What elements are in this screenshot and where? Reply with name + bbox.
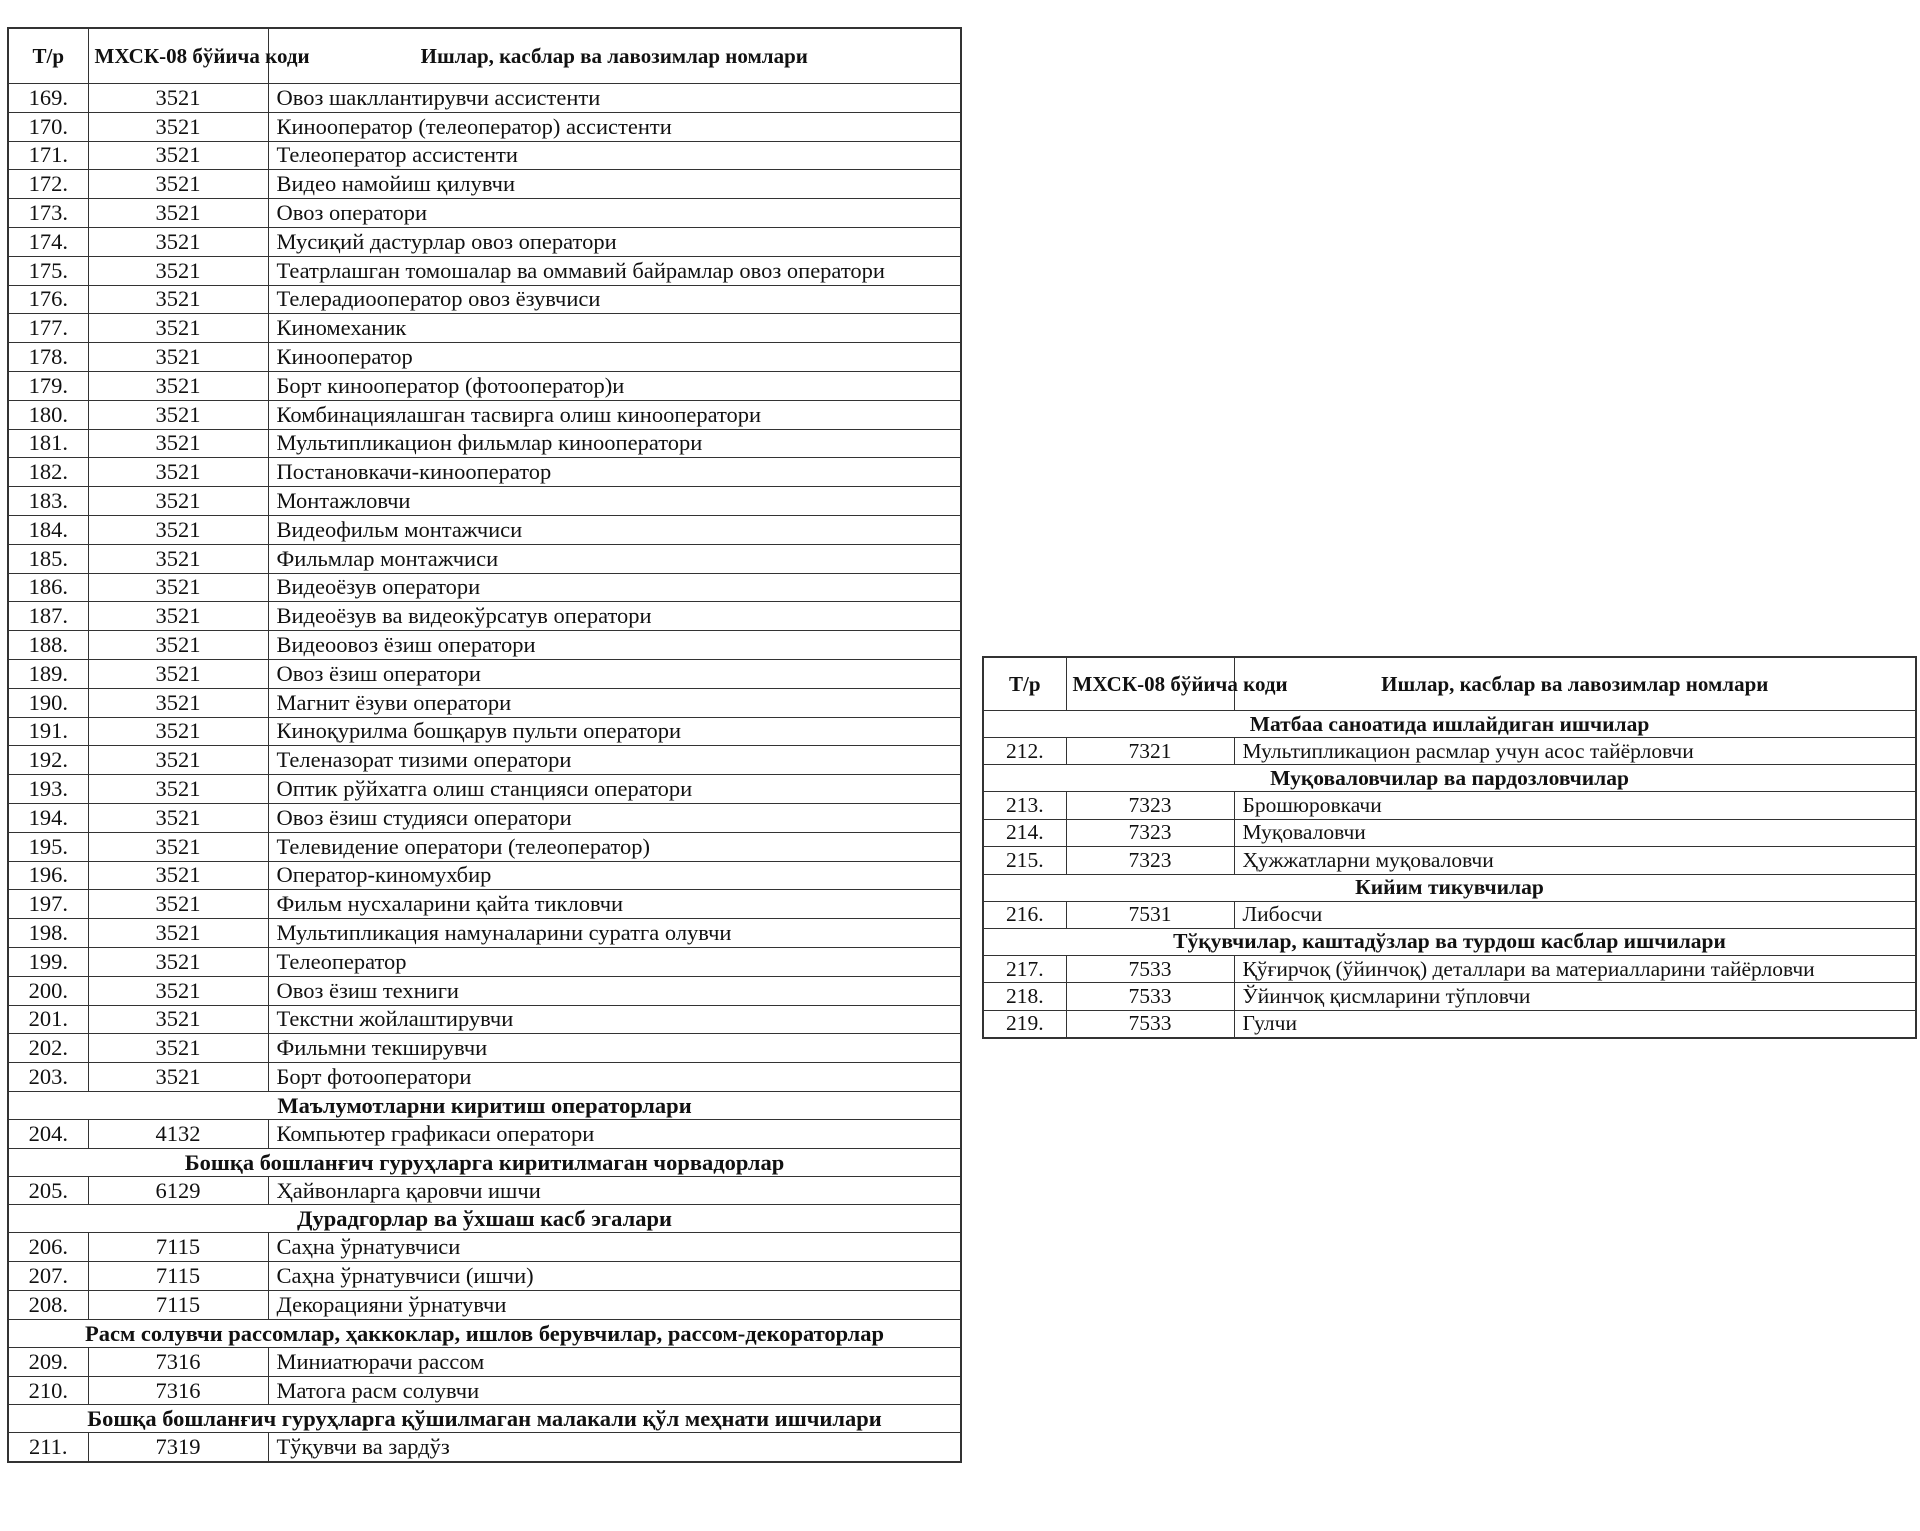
row-code: 7533 (1066, 983, 1234, 1010)
row-name: Саҳна ўрнатувчиси (268, 1233, 961, 1262)
row-code: 3521 (88, 1063, 268, 1092)
section-row (8, 1148, 961, 1176)
row-code: 3521 (88, 717, 268, 746)
table-row (8, 371, 961, 400)
header-name: Ишлар, касблар ва лавозимлар номлари (1234, 657, 1916, 711)
row-code: 3521 (88, 688, 268, 717)
section-row (983, 874, 1916, 901)
row-code: 7323 (1066, 792, 1234, 819)
table-row (8, 717, 961, 746)
row-code: 3521 (88, 256, 268, 285)
row-name: Видеоёзув ва видеокўрсатув оператори (268, 602, 961, 631)
row-number: 178. (8, 343, 88, 372)
row-code: 3521 (88, 861, 268, 890)
row-code: 3521 (88, 314, 268, 343)
row-number: 176. (8, 285, 88, 314)
section-row (8, 1091, 961, 1119)
table-row (983, 901, 1916, 928)
table-row (8, 141, 961, 170)
row-code: 3521 (88, 573, 268, 602)
row-number: 212. (983, 738, 1066, 765)
table-row (983, 983, 1916, 1010)
table-row (8, 544, 961, 573)
table-row (8, 1433, 961, 1462)
row-name: Фильм нусхаларини қайта тикловчи (268, 890, 961, 919)
row-number: 189. (8, 659, 88, 688)
table-row (8, 515, 961, 544)
row-code: 3521 (88, 112, 268, 141)
row-name: Оператор-киномухбир (268, 861, 961, 890)
row-name: Телеоператор (268, 947, 961, 976)
section-row (8, 1405, 961, 1433)
row-code: 3521 (88, 832, 268, 861)
row-code: 7323 (1066, 847, 1234, 874)
row-name: Киноқурилма бошқарув пульти оператори (268, 717, 961, 746)
row-code: 3521 (88, 631, 268, 660)
row-code: 6129 (88, 1176, 268, 1205)
row-code: 7319 (88, 1433, 268, 1462)
row-code: 3521 (88, 285, 268, 314)
row-code: 4132 (88, 1119, 268, 1148)
row-name: Овоз ёзиш оператори (268, 659, 961, 688)
row-name: Ўйинчоқ қисмларини тўпловчи (1234, 983, 1916, 1010)
row-number: 204. (8, 1119, 88, 1148)
table-row (8, 170, 961, 199)
row-number: 203. (8, 1063, 88, 1092)
table-row (8, 1005, 961, 1034)
right-table-body (983, 711, 1916, 1039)
row-code: 3521 (88, 170, 268, 199)
row-code: 3521 (88, 746, 268, 775)
row-number: 197. (8, 890, 88, 919)
row-code: 3521 (88, 890, 268, 919)
row-number: 173. (8, 199, 88, 228)
table-row (8, 890, 961, 919)
table-row (983, 738, 1916, 765)
row-name: Муқоваловчи (1234, 819, 1916, 846)
table-row (8, 199, 961, 228)
row-name: Ҳужжатларни муқоваловчи (1234, 847, 1916, 874)
row-name: Овоз шакллантирувчи ассистенти (268, 84, 961, 113)
row-number: 216. (983, 901, 1066, 928)
row-name: Миниатюрачи рассом (268, 1347, 961, 1376)
row-name: Телевидение оператори (телеоператор) (268, 832, 961, 861)
row-code: 3521 (88, 602, 268, 631)
row-code: 3521 (88, 227, 268, 256)
section-row (983, 765, 1916, 792)
row-code: 7533 (1066, 955, 1234, 982)
row-name: Театрлашган томошалар ва оммавий байрамлар овоз оператори (268, 256, 961, 285)
section-title: Дурадгорлар ва ўхшаш касб эгалари (8, 1205, 961, 1233)
row-name: Матога расм солувчи (268, 1376, 961, 1405)
table-row (8, 487, 961, 516)
table-row (8, 947, 961, 976)
header-number: Т/р (983, 657, 1066, 711)
table-row (8, 659, 961, 688)
row-number: 219. (983, 1010, 1066, 1038)
right-table (982, 656, 1917, 1039)
row-number: 211. (8, 1433, 88, 1462)
table-row (8, 688, 961, 717)
row-code: 3521 (88, 947, 268, 976)
table-row (8, 429, 961, 458)
table-row (8, 227, 961, 256)
table-row (8, 573, 961, 602)
table-row (8, 746, 961, 775)
row-name: Борт фотооператори (268, 1063, 961, 1092)
row-name: Видеоовоз ёзиш оператори (268, 631, 961, 660)
row-number: 191. (8, 717, 88, 746)
table-row (8, 458, 961, 487)
row-name: Комбинациялашган тасвирга олиш кинооператори (268, 400, 961, 429)
row-name: Кинооператор (телеоператор) ассистенти (268, 112, 961, 141)
row-number: 169. (8, 84, 88, 113)
row-number: 206. (8, 1233, 88, 1262)
row-name: Телерадиооператор овоз ёзувчиси (268, 285, 961, 314)
row-number: 217. (983, 955, 1066, 982)
row-name: Мультипликация намуналарини суратга олувчи (268, 919, 961, 948)
row-code: 3521 (88, 343, 268, 372)
row-code: 7115 (88, 1233, 268, 1262)
table-row (8, 976, 961, 1005)
row-name: Видео намойиш қилувчи (268, 170, 961, 199)
row-name: Мусиқий дастурлар овоз оператори (268, 227, 961, 256)
table-row (983, 955, 1916, 982)
table-row (8, 1376, 961, 1405)
table-row (8, 285, 961, 314)
row-name: Овоз ёзиш техниги (268, 976, 961, 1005)
table-row (8, 1233, 961, 1262)
row-number: 184. (8, 515, 88, 544)
table-row (8, 400, 961, 429)
row-number: 193. (8, 775, 88, 804)
section-title: Бошқа бошланғич гуруҳларга қўшилмаган малакали қўл меҳнати ишчилари (8, 1405, 961, 1433)
row-name: Мультипликацион расмлар учун асос тайёрловчи (1234, 738, 1916, 765)
section-row (8, 1205, 961, 1233)
row-name: Борт кинооператор (фотооператор)и (268, 371, 961, 400)
section-title: Муқоваловчилар ва пардозловчилар (983, 765, 1916, 792)
header-code: МХСК-08 бўйича коди (1066, 657, 1234, 711)
row-name: Қўғирчоқ (ўйинчоқ) деталлари ва материалларини тайёрловчи (1234, 955, 1916, 982)
row-name: Фильмлар монтажчиси (268, 544, 961, 573)
row-number: 177. (8, 314, 88, 343)
row-code: 7531 (1066, 901, 1234, 928)
row-name: Гулчи (1234, 1010, 1916, 1038)
row-number: 198. (8, 919, 88, 948)
table-row (983, 1010, 1916, 1038)
row-name: Телеоператор ассистенти (268, 141, 961, 170)
row-name: Либосчи (1234, 901, 1916, 928)
table-row (8, 1176, 961, 1205)
row-number: 195. (8, 832, 88, 861)
table-row (8, 832, 961, 861)
row-number: 190. (8, 688, 88, 717)
row-name: Брошюровкачи (1234, 792, 1916, 819)
row-name: Саҳна ўрнатувчиси (ишчи) (268, 1262, 961, 1291)
row-number: 192. (8, 746, 88, 775)
row-number: 170. (8, 112, 88, 141)
table-row (8, 631, 961, 660)
left-table (7, 27, 962, 1463)
table-row (8, 861, 961, 890)
row-code: 3521 (88, 84, 268, 113)
row-code: 3521 (88, 659, 268, 688)
row-name: Компьютер графикаси оператори (268, 1119, 961, 1148)
row-code: 3521 (88, 976, 268, 1005)
section-title: Маълумотларни киритиш операторлари (8, 1091, 961, 1119)
row-number: 183. (8, 487, 88, 516)
row-number: 188. (8, 631, 88, 660)
row-code: 3521 (88, 1005, 268, 1034)
row-number: 208. (8, 1291, 88, 1320)
row-number: 175. (8, 256, 88, 285)
row-number: 187. (8, 602, 88, 631)
row-name: Овоз оператори (268, 199, 961, 228)
row-number: 196. (8, 861, 88, 890)
section-row (983, 928, 1916, 955)
table-row (8, 1347, 961, 1376)
row-code: 3521 (88, 458, 268, 487)
table-row (8, 602, 961, 631)
row-number: 181. (8, 429, 88, 458)
section-title: Бошқа бошланғич гуруҳларга киритилмаган чорвадорлар (8, 1148, 961, 1176)
table-header (8, 28, 961, 84)
table-row (8, 256, 961, 285)
row-name: Тўқувчи ва зардўз (268, 1433, 961, 1462)
row-code: 3521 (88, 199, 268, 228)
table-row (8, 343, 961, 372)
row-number: 186. (8, 573, 88, 602)
row-code: 3521 (88, 803, 268, 832)
row-number: 180. (8, 400, 88, 429)
row-code: 7316 (88, 1376, 268, 1405)
row-code: 7115 (88, 1291, 268, 1320)
row-number: 210. (8, 1376, 88, 1405)
row-number: 199. (8, 947, 88, 976)
left-table-body (8, 84, 961, 1463)
row-code: 7115 (88, 1262, 268, 1291)
row-name: Киномеханик (268, 314, 961, 343)
row-number: 207. (8, 1262, 88, 1291)
row-code: 7321 (1066, 738, 1234, 765)
row-number: 194. (8, 803, 88, 832)
row-code: 3521 (88, 515, 268, 544)
row-name: Овоз ёзиш студияси оператори (268, 803, 961, 832)
table-row (983, 847, 1916, 874)
row-code: 3521 (88, 487, 268, 516)
row-name: Монтажловчи (268, 487, 961, 516)
row-number: 215. (983, 847, 1066, 874)
section-title: Матбаа саноатида ишлайдиган ишчилар (983, 711, 1916, 738)
table-row (8, 1119, 961, 1148)
header-number: Т/р (8, 28, 88, 84)
row-code: 7316 (88, 1347, 268, 1376)
row-number: 213. (983, 792, 1066, 819)
row-code: 3521 (88, 544, 268, 573)
row-code: 3521 (88, 919, 268, 948)
row-number: 185. (8, 544, 88, 573)
table-row (8, 112, 961, 141)
row-number: 201. (8, 1005, 88, 1034)
table-row (983, 792, 1916, 819)
section-title: Кийим тикувчилар (983, 874, 1916, 901)
row-name: Оптик рўйхатга олиш станцияси оператори (268, 775, 961, 804)
table-row (8, 1063, 961, 1092)
row-number: 171. (8, 141, 88, 170)
row-number: 200. (8, 976, 88, 1005)
row-name: Магнит ёзуви оператори (268, 688, 961, 717)
table-row (983, 819, 1916, 846)
row-number: 182. (8, 458, 88, 487)
table-row (8, 1291, 961, 1320)
row-code: 7533 (1066, 1010, 1234, 1038)
row-name: Мультипликацион фильмлар кинооператори (268, 429, 961, 458)
row-code: 3521 (88, 429, 268, 458)
row-name: Видеофильм монтажчиси (268, 515, 961, 544)
row-code: 3521 (88, 371, 268, 400)
table-row (8, 775, 961, 804)
row-name: Кинооператор (268, 343, 961, 372)
row-code: 7323 (1066, 819, 1234, 846)
row-number: 205. (8, 1176, 88, 1205)
table-row (8, 314, 961, 343)
row-number: 214. (983, 819, 1066, 846)
section-row (983, 711, 1916, 738)
row-name: Постановкачи-кинооператор (268, 458, 961, 487)
row-number: 174. (8, 227, 88, 256)
row-number: 172. (8, 170, 88, 199)
row-code: 3521 (88, 775, 268, 804)
row-name: Ҳайвонларга қаровчи ишчи (268, 1176, 961, 1205)
row-number: 209. (8, 1347, 88, 1376)
table-header (983, 657, 1916, 711)
row-number: 218. (983, 983, 1066, 1010)
row-code: 3521 (88, 1034, 268, 1063)
row-name: Декорацияни ўрнатувчи (268, 1291, 961, 1320)
row-number: 179. (8, 371, 88, 400)
section-title: Расм солувчи рассомлар, ҳаккоклар, ишлов берувчилар, рассом-декораторлар (8, 1319, 961, 1347)
table-row (8, 919, 961, 948)
table-row (8, 803, 961, 832)
row-code: 3521 (88, 400, 268, 429)
section-title: Тўқувчилар, каштадўзлар ва турдош касблар ишчилари (983, 928, 1916, 955)
row-code: 3521 (88, 141, 268, 170)
table-row (8, 1262, 961, 1291)
row-name: Теленазорат тизими оператори (268, 746, 961, 775)
table-row (8, 84, 961, 113)
row-name: Фильмни текширувчи (268, 1034, 961, 1063)
row-name: Текстни жойлаштирувчи (268, 1005, 961, 1034)
section-row (8, 1319, 961, 1347)
header-code: МХСК-08 бўйича коди (88, 28, 268, 84)
row-number: 202. (8, 1034, 88, 1063)
row-name: Видеоёзув оператори (268, 573, 961, 602)
header-name: Ишлар, касблар ва лавозимлар номлари (268, 28, 961, 84)
table-row (8, 1034, 961, 1063)
